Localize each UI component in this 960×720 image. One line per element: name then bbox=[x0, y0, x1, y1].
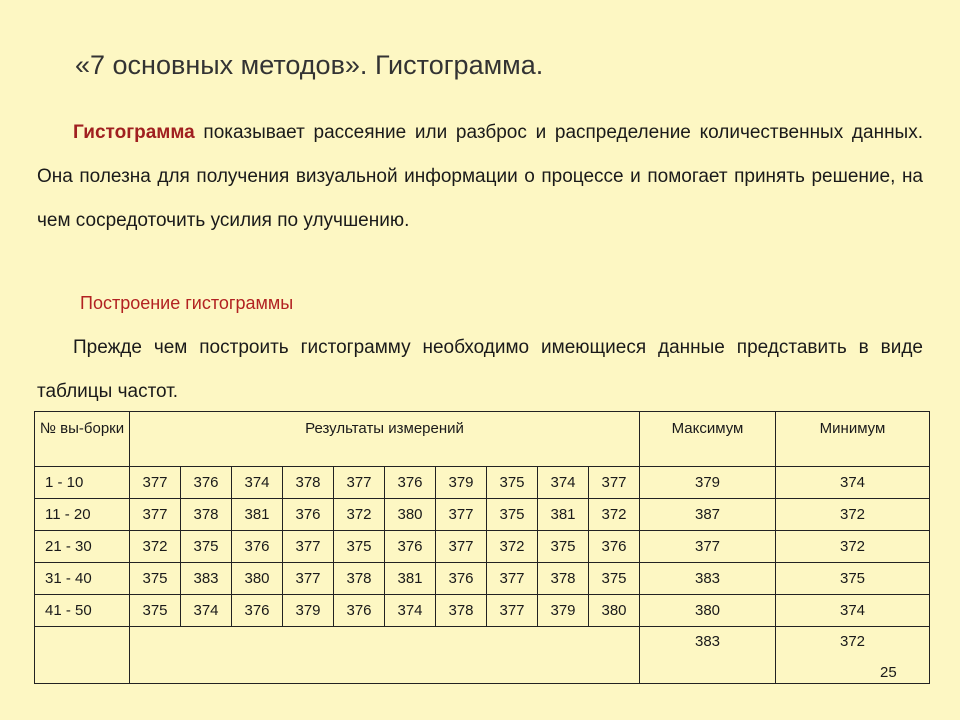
row-label: 31 - 40 bbox=[35, 563, 130, 595]
measurement-cell: 379 bbox=[436, 467, 487, 499]
row-label: 21 - 30 bbox=[35, 531, 130, 563]
measurement-cell: 374 bbox=[385, 595, 436, 627]
instruction-paragraph bbox=[37, 326, 923, 414]
measurement-cell: 377 bbox=[130, 499, 181, 531]
measurement-cell: 376 bbox=[385, 531, 436, 563]
intro-lead-term: Гистограмма bbox=[73, 122, 195, 143]
header-max: Максимум bbox=[640, 412, 776, 467]
table-totals-row bbox=[35, 627, 930, 684]
row-min: 375 bbox=[776, 563, 930, 595]
measurement-cell: 378 bbox=[436, 595, 487, 627]
measurement-cell: 376 bbox=[232, 595, 283, 627]
measurement-cell: 377 bbox=[487, 563, 538, 595]
measurement-cell: 375 bbox=[334, 531, 385, 563]
header-results: Результаты измерений bbox=[130, 412, 640, 467]
measurement-cell: 374 bbox=[232, 467, 283, 499]
measurement-cell: 372 bbox=[589, 499, 640, 531]
intro-text: показывает рассеяние или разброс и распределение количественных данных. Она полезна для получения визуальной информации о процессе и помогает принять решение, на чем сосредоточить усилия по улучшению. bbox=[37, 122, 923, 231]
measurement-cell: 372 bbox=[334, 499, 385, 531]
measurement-cell: 381 bbox=[538, 499, 589, 531]
table-row bbox=[35, 595, 930, 627]
measurement-cell: 377 bbox=[283, 563, 334, 595]
instruction-text: Прежде чем построить гистограмму необходимо имеющиеся данные представить в виде таблицы частот. bbox=[37, 337, 923, 402]
row-max: 380 bbox=[640, 595, 776, 627]
measurement-cell: 372 bbox=[130, 531, 181, 563]
header-min: Минимум bbox=[776, 412, 930, 467]
totals-max: 383 bbox=[640, 627, 776, 684]
measurement-cell: 380 bbox=[232, 563, 283, 595]
measurement-cell: 379 bbox=[283, 595, 334, 627]
measurement-cell: 375 bbox=[130, 563, 181, 595]
measurement-cell: 376 bbox=[385, 467, 436, 499]
measurement-cell: 376 bbox=[589, 531, 640, 563]
row-label: 11 - 20 bbox=[35, 499, 130, 531]
row-label: 1 - 10 bbox=[35, 467, 130, 499]
measurement-cell: 378 bbox=[283, 467, 334, 499]
measurement-cell: 377 bbox=[487, 595, 538, 627]
row-min: 372 bbox=[776, 531, 930, 563]
measurement-cell: 377 bbox=[334, 467, 385, 499]
measurement-cell: 376 bbox=[334, 595, 385, 627]
measurement-cell: 375 bbox=[538, 531, 589, 563]
table-row bbox=[35, 499, 930, 531]
row-max: 379 bbox=[640, 467, 776, 499]
row-max: 383 bbox=[640, 563, 776, 595]
row-min: 374 bbox=[776, 595, 930, 627]
measurement-cell: 372 bbox=[487, 531, 538, 563]
table-row bbox=[35, 467, 930, 499]
row-max: 377 bbox=[640, 531, 776, 563]
measurement-cell: 375 bbox=[589, 563, 640, 595]
row-label: 41 - 50 bbox=[35, 595, 130, 627]
measurement-cell: 376 bbox=[232, 531, 283, 563]
row-max: 387 bbox=[640, 499, 776, 531]
slide-title: «7 основных методов». Гистограмма. bbox=[75, 50, 544, 80]
row-min: 374 bbox=[776, 467, 930, 499]
measurement-cell: 379 bbox=[538, 595, 589, 627]
measurement-cell: 380 bbox=[589, 595, 640, 627]
totals-min: 372 bbox=[776, 627, 930, 684]
table-row bbox=[35, 531, 930, 563]
measurement-cell: 378 bbox=[334, 563, 385, 595]
measurement-cell: 377 bbox=[283, 531, 334, 563]
measurement-cell: 376 bbox=[283, 499, 334, 531]
row-min: 372 bbox=[776, 499, 930, 531]
header-sample: № вы-борки bbox=[35, 412, 130, 467]
measurement-cell: 376 bbox=[436, 563, 487, 595]
measurement-cell: 378 bbox=[181, 499, 232, 531]
measurement-cell: 375 bbox=[181, 531, 232, 563]
measurement-cell: 376 bbox=[181, 467, 232, 499]
measurement-cell: 381 bbox=[385, 563, 436, 595]
intro-paragraph bbox=[37, 111, 923, 243]
measurement-cell: 381 bbox=[232, 499, 283, 531]
table-row bbox=[35, 563, 930, 595]
measurement-cell: 383 bbox=[181, 563, 232, 595]
measurement-cell: 380 bbox=[385, 499, 436, 531]
page-number: 25 bbox=[880, 664, 897, 681]
measurement-cell: 374 bbox=[181, 595, 232, 627]
measurement-cell: 377 bbox=[130, 467, 181, 499]
measurement-cell: 375 bbox=[130, 595, 181, 627]
measurement-cell: 377 bbox=[436, 499, 487, 531]
frequency-table bbox=[34, 411, 930, 684]
totals-empty-results bbox=[130, 627, 640, 684]
table-header-row bbox=[35, 412, 930, 467]
measurement-cell: 374 bbox=[538, 467, 589, 499]
measurement-cell: 377 bbox=[436, 531, 487, 563]
measurement-cell: 378 bbox=[538, 563, 589, 595]
measurement-cell: 377 bbox=[589, 467, 640, 499]
measurement-cell: 375 bbox=[487, 467, 538, 499]
section-subheading: Построение гистограммы bbox=[80, 293, 294, 313]
measurement-cell: 375 bbox=[487, 499, 538, 531]
totals-empty-cell bbox=[35, 627, 130, 684]
